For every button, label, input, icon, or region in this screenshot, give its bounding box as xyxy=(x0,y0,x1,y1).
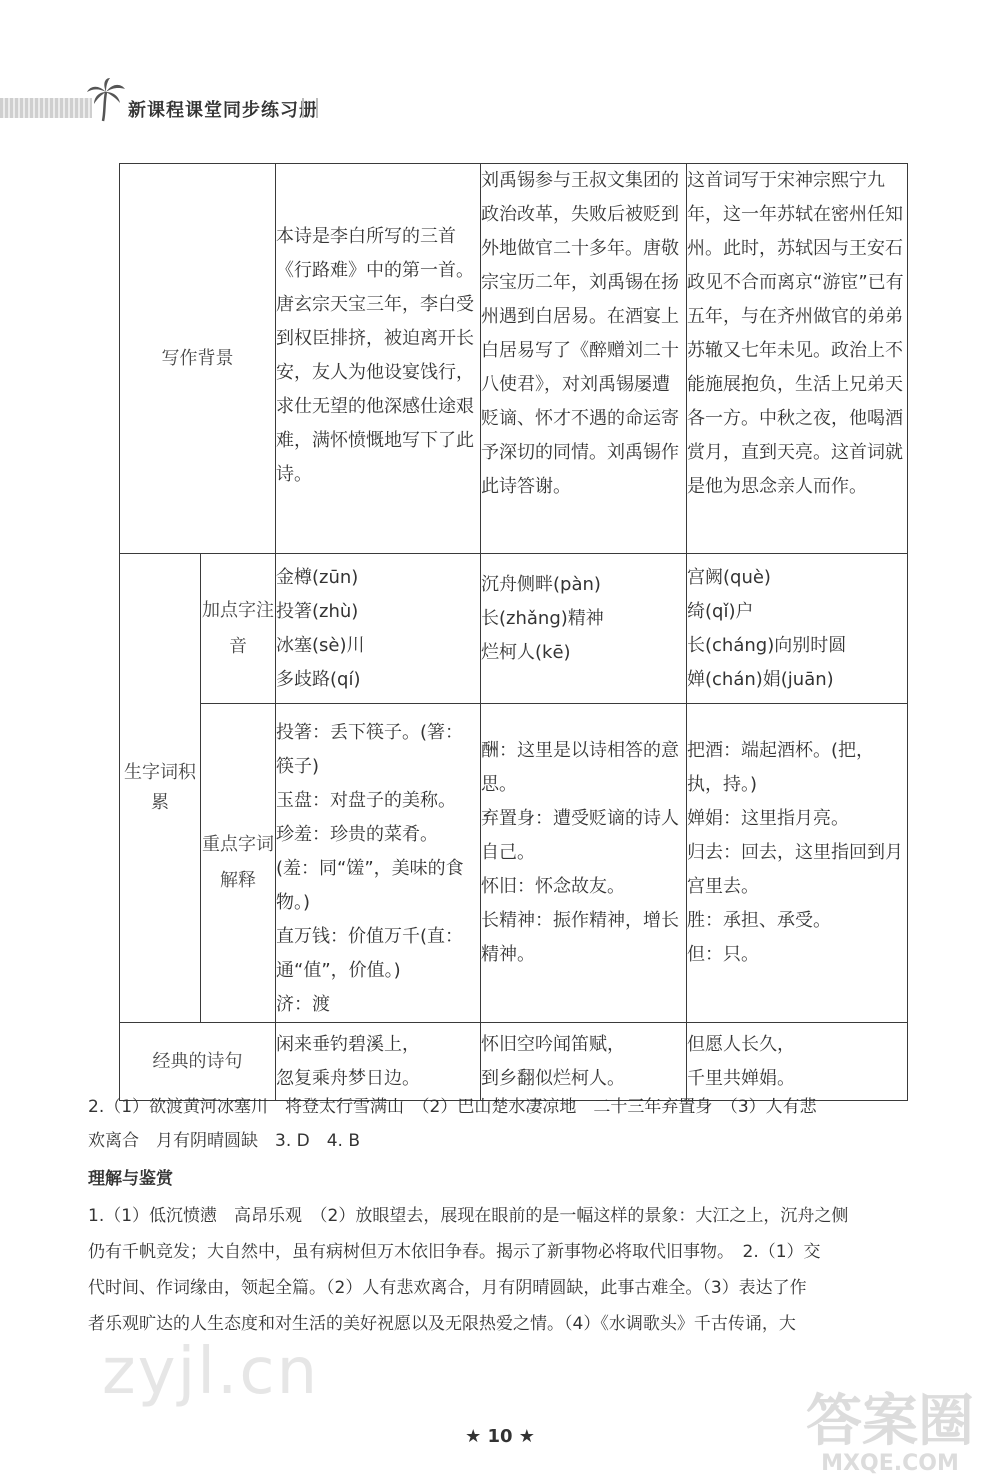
list-item: 绮(qǐ)户 xyxy=(687,600,754,622)
answers-understanding: 1.（1）低沉愤懑 高昂乐观 （2）放眼望去，展现在眼前的是一幅这样的景象：大江之上，沉舟之侧 仍有千帆竞发；大自然中，虽有病树但万木依旧争春。揭示了新事物必将取代旧事物。 2.（1）交 代时间、作词缘由，领起全篇。（2）人有悲欢离合，月有阴晴圆缺，此事古难全。（3）表达了作 者乐观旷达的人生态度和对生活的美好祝愿以及无限热爱之情。（4）《水调歌头》千古传诵，大 xyxy=(88,1206,849,1334)
answers-q2: 2.（1）欲渡黄河冰塞川 将登太行雪满山 （2）巴山楚水凄凉地 二十三年弃置身 （3）人有悲 欢离合 月有阴晴圆缺 3. D 4. B xyxy=(88,1097,817,1151)
list-item: 宫阙(què) xyxy=(687,566,771,588)
list-item: 归去：回去，这里指回到月宫里去。 xyxy=(687,842,903,897)
list-item: 投箸(zhù) xyxy=(276,600,359,622)
list-item: 烂柯人(kē) xyxy=(481,642,571,663)
watermark-mxqe: 答案圈 MXQE.COM xyxy=(806,1389,974,1476)
list-item: 酬：这里是以诗相答的意思。 xyxy=(481,740,679,795)
header-decoration-bar xyxy=(0,98,92,118)
watermark-zyjl: zyjl.cn xyxy=(102,1335,320,1409)
page-header xyxy=(0,90,330,124)
list-item: 珍羞：珍贵的菜肴。(羞：同“馐”，美味的食物。) xyxy=(276,824,464,913)
explanation-row xyxy=(120,704,908,1023)
classic-lines-label: 经典的诗句 xyxy=(120,1023,276,1101)
list-item: 长(cháng)向别时圆 xyxy=(687,634,847,656)
explanation-col1 xyxy=(276,704,481,1023)
list-item: 婵(chán)娟(juān) xyxy=(687,668,834,690)
list-item: 玉盘：对盘子的美称。 xyxy=(276,790,456,811)
list-item: 沉舟侧畔(pàn) xyxy=(481,574,601,595)
writing-background-col2: 刘禹锡参与王叔文集团的政治改革，失败后被贬到外地做官二十多年。唐敬宗宝历二年，刘禹锡在扬州遇到白居易。在酒宴上白居易写了《醉赠刘二十八使君》，对刘禹锡屡遭贬谪、怀才不遇的命运寄予深切的同情。刘禹锡作此诗答谢。 xyxy=(481,164,687,554)
list-item: 婵娟：这里指月亮。 xyxy=(687,808,849,829)
writing-background-col3: 这首词写于宋神宗熙宁九年，这一年苏轼在密州任知州。此时，苏轼因与王安石政见不合而离京“游宦”已有五年，与在齐州做官的弟弟苏辙又七年未见。政治上不能施展抱负，生活上兄弟天各一方。中秋之夜，他喝酒赏月，直到天亮。这首词就是他为思念亲人而作。 xyxy=(687,164,908,554)
classic-lines-row xyxy=(120,1023,908,1101)
book-title: 新课程课堂同步练习册 xyxy=(128,100,318,121)
list-item: 把酒：端起酒杯。(把，执，持。) xyxy=(687,740,875,795)
pronunciation-col3 xyxy=(687,554,908,704)
pronunciation-col2 xyxy=(481,554,687,704)
list-item: 怀旧：怀念故友。 xyxy=(481,876,625,897)
poem-comparison-table xyxy=(119,163,908,1101)
list-item: 冰塞(sè)川 xyxy=(276,634,365,656)
writing-background-row xyxy=(120,164,908,554)
pronunciation-label: 加点字注音 xyxy=(201,554,276,704)
list-item: 胜：承担、承受。 xyxy=(687,910,831,931)
explanation-label: 重点字词解释 xyxy=(201,704,276,1023)
list-item: 直万钱：价值万千(直：通“值”，价值。) xyxy=(276,926,464,981)
list-item: 但：只。 xyxy=(687,944,759,965)
list-item: 投箸：丢下筷子。(箸：筷子) xyxy=(276,722,464,777)
list-item: 长(zhǎng)精神 xyxy=(481,608,604,629)
classic-lines-col3: 但愿人长久， 千里共婵娟。 xyxy=(687,1023,908,1101)
page-number: ★ 10 ★ xyxy=(465,1426,535,1447)
list-item: 弃置身：遭受贬谪的诗人自己。 xyxy=(481,808,679,863)
classic-lines-col2: 怀旧空吟闻笛赋， 到乡翻似烂柯人。 xyxy=(481,1023,687,1101)
writing-background-col1: 本诗是李白所写的三首《行路难》中的第一首。唐玄宗天宝三年，李白受到权臣排挤，被迫离开长安，友人为他设宴饯行，求仕无望的他深感仕途艰难，满怀愤慨地写下了此诗。 xyxy=(276,164,481,554)
list-item: 金樽(zūn) xyxy=(276,566,359,588)
palm-tree-icon xyxy=(86,78,126,122)
pronunciation-col1 xyxy=(276,554,481,704)
header-decoration-marks xyxy=(302,98,318,118)
list-item: 济：渡 xyxy=(276,994,330,1015)
classic-lines-col1: 闲来垂钓碧溪上， 忽复乘舟梦日边。 xyxy=(276,1023,481,1101)
writing-background-label: 写作背景 xyxy=(120,164,276,554)
list-item: 多歧路(qí) xyxy=(276,668,361,690)
vocab-label: 生字词积累 xyxy=(120,554,201,1023)
section-title: 理解与鉴赏 xyxy=(88,1169,173,1189)
explanation-col3 xyxy=(687,704,908,1023)
pronunciation-row xyxy=(120,554,908,704)
explanation-col2 xyxy=(481,704,687,1023)
list-item: 长精神：振作精神，增长精神。 xyxy=(481,910,679,965)
